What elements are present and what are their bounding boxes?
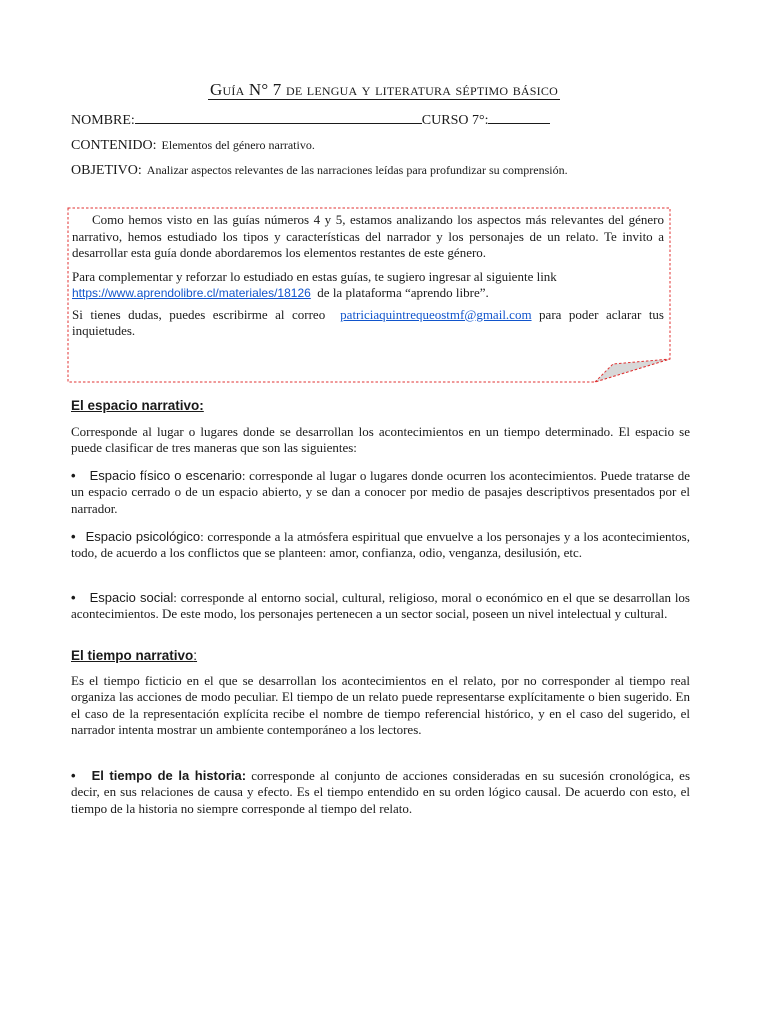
intro-callout-box: [67, 207, 671, 383]
link-after-text: de la plataforma “aprendo libre”.: [317, 285, 489, 300]
espacio-fisico-term: Espacio físico o escenario: [89, 468, 242, 483]
name-course-line: [71, 111, 708, 129]
bullet-icon: •: [71, 468, 76, 483]
espacio-heading: El espacio narrativo:: [71, 398, 204, 413]
contenido-text: Elementos del género narrativo.: [161, 138, 315, 152]
worksheet-title: [0, 80, 768, 100]
tiempo-heading-colon: :: [193, 648, 198, 663]
curso-label: CURSO 7°:: [421, 113, 489, 128]
contenido-label: CONTENIDO:: [71, 138, 157, 153]
bullet-icon: •: [71, 529, 76, 544]
nombre-label: NOMBRE:: [71, 113, 135, 128]
tiempo-heading-text: El tiempo narrativo: [71, 648, 194, 663]
espacio-social-term: Espacio social: [89, 590, 174, 605]
espacio-social-text: : corresponde al entorno social, cultural, religioso, moral o económico en el que se desarrollan los acontecimientos. De este modo, los personajes pertenecen a un sector social, poseen un nivel intelectual y cultural.: [71, 590, 690, 622]
nombre-blank[interactable]: [135, 111, 422, 124]
doubts-after-text: para poder aclarar tus inquietudes.: [72, 306, 664, 338]
curso-blank[interactable]: [488, 111, 550, 124]
objetivo-line: [71, 162, 708, 179]
tiempo-historia-text: corresponde al conjunto de acciones consideradas en su sucesión cronológica, es decir, en sus relaciones de causa y efecto. Es el tiempo entendido en su orden lógico causal. De acuerdo con esto, el tiempo de la historia no siempre corresponde al tiempo del relato.: [71, 768, 691, 816]
link-intro-text: Para complementar y reforzar lo estudiado en estas guías, te sugiero ingresar al siguiente link: [72, 268, 557, 284]
callout-contact-paragraph: [72, 307, 664, 340]
callout-link-paragraph: [72, 269, 664, 302]
espacio-fisico-text: : corresponde al lugar o lugares donde ocurren los acontecimientos. Puede tratarse de un espacio cerrado o de un espacio abierto, y se dan a conocer por medio de pasajes descriptivos presentados por el narrador.: [71, 468, 690, 516]
objetivo-label: OBJETIVO:: [71, 163, 142, 178]
title-text: Guía N° 7 de lengua y literatura séptimo básico: [210, 80, 558, 99]
tiempo-historia-item: [71, 768, 690, 817]
objetivo-text: Analizar aspectos relevantes de las narraciones leídas para profundizar su comprensión.: [146, 163, 568, 177]
tiempo-historia-term: El tiempo de la historia:: [91, 768, 247, 783]
contenido-line: [71, 137, 708, 154]
callout-content: [72, 212, 664, 347]
espacio-psicologico-item: [71, 529, 690, 562]
espacio-psicologico-text: : corresponde a la atmósfera espiritual que envuelve a los personajes y a los acontecimientos, todo, de acuerdo a los conflictos que se planteen: amor, confianza, odio, venganza, desilusión, etc.: [71, 529, 690, 561]
espacio-psicologico-term: Espacio psicológico: [85, 529, 201, 544]
tiempo-intro-paragraph: Es el tiempo ficticio en el que se desarrollan los acontecimientos en el relato, por no corresponder al tiempo real organiza las acciones de modo peculiar. El tiempo de un relato puede representarse explícitamente o bien sugerido. En el caso de la representación explícita recibe el nombre de tiempo referencial histórico, y en el caso del sugerido, el narrador intenta mostrar un ambiente contemporáneo a los lectores.: [71, 673, 690, 737]
espacio-intro-paragraph: Corresponde al lugar o lugares donde se desarrollan los acontecimientos en un tiempo determinado. El espacio se puede clasificar de tres maneras que son las siguientes:: [71, 424, 690, 456]
aprendolibre-link[interactable]: https://www.aprendolibre.cl/materiales/18126: [72, 286, 311, 300]
email-link[interactable]: patriciaquintrequeostmf@gmail.com: [340, 306, 532, 322]
doubts-before-text: Si tienes dudas, puedes escribirme al correo: [72, 306, 326, 322]
bullet-icon: •: [71, 590, 76, 605]
callout-intro-paragraph: Como hemos visto en las guías números 4 y 5, estamos analizando los aspectos más relevantes del género narrativo, hemos estudiado los tipos y características del narrador y los personajes de un relato. Te invito a desarrollar esta guía donde abordaremos los elementos restantes de este género.: [72, 212, 664, 260]
tiempo-heading: [71, 648, 197, 663]
espacio-social-item: [71, 590, 690, 623]
bullet-icon: •: [71, 768, 76, 783]
espacio-fisico-item: [71, 468, 690, 517]
